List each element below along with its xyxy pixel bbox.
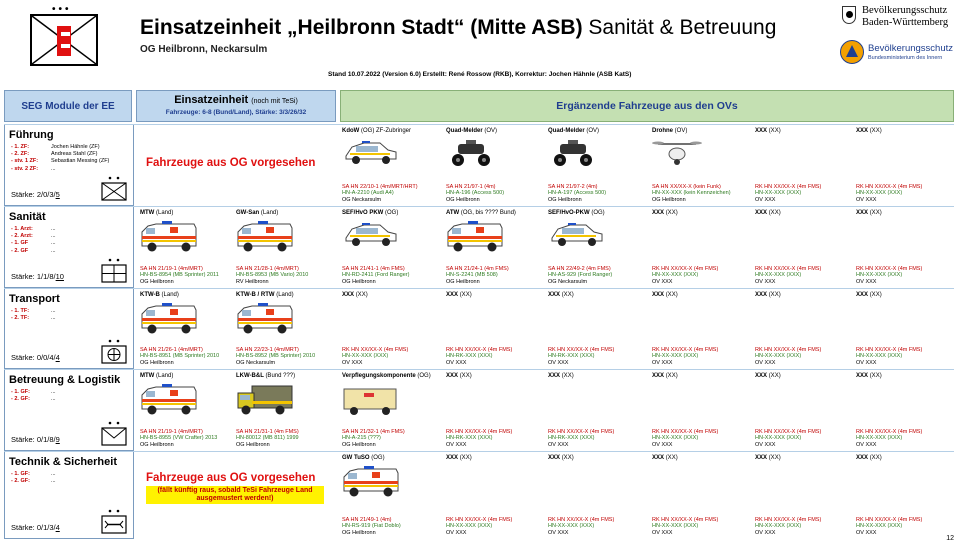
license-plate: HN-XX-XXX (XXX) [652,353,699,359]
station: OG Heilbronn [446,196,480,203]
radio-call-sign: RK HN XX/XX-X (4m FMS) [856,346,923,353]
module-row-sanitaet [4,206,954,288]
license-plate: HN-S-2241 (MB 508) [446,272,498,278]
radio-call-sign: SA HN XX/XX-X (kein Funk) [652,183,721,190]
radio-call-sign: RK HN XX/XX-X (4m FMS) [755,265,822,272]
license-plate: HN-BS-8953 (MB Vario) 2010 [236,272,309,278]
license-plate: HN-RK-XXX (XXX) [548,353,595,359]
bbk-logo: Bevölkerungsschutz Bundesministerium des Innern [840,40,958,70]
license-plate: HN-BS-8952 (MB Sprinter) 2010 [236,353,316,359]
station: OV XXX [755,529,776,536]
module-row-transport [4,288,954,369]
vehicle-pictogram-car [342,138,402,170]
ov-vehicle: XXX (XX) RK HN XX/XX-X (4m FMS) HN-XX-XXX (XXX) OV XXX [755,292,822,366]
module-roles: - 1. ZF: Jochen Hähnle (ZF) - 2. ZF: Andreas Stahl (ZF) - stv. 1 ZF: Sebastian Messing (ZF) - stv. 2 ZF: ... [11,144,110,172]
ov-vehicle: XXX (XX) RK HN XX/XX-X (4m FMS) HN-XX-XXX (XXX) OV XXX [856,455,923,536]
license-plate: HN-XX-XXX (XXX) [446,523,493,529]
vehicle-pictogram-van [140,383,200,415]
license-plate: HN-XX-XXX (XXX) [652,523,699,529]
ov-vehicle: XXX (XX) RK HN XX/XX-X (4m FMS) HN-XX-XXX (XXX) OV XXX [755,128,822,203]
module-name: Transport [9,293,60,305]
radio-call-sign: RK HN XX/XX-X (4m FMS) [652,428,719,435]
sanitaet-tactical-symbol-icon [101,257,127,283]
radio-call-sign: RK HN XX/XX-X (4m FMS) [652,346,719,353]
station: OG Neckarsulm [236,359,276,366]
module-cell [4,125,134,206]
license-plate: HN-XX-XXX (XXX) [755,272,802,278]
radio-call-sign: SA HN 22/23-1 (4m/MRT) [236,346,299,353]
station: RV Heilbronn [236,278,269,285]
column-header-ov: Ergänzende Fahrzeuge aus den OVs [340,90,954,122]
ov-vehicle: Quad-Melder (OV) SA HN 21/97-2 (4m) HN-A-197 (Access 500) OG Heilbronn [548,128,607,203]
ov-vehicle: XXX (XX) RK HN XX/XX-X (4m FMS) HN-RK-XXX (XXX) OV XXX [548,292,615,366]
betreuung-tactical-symbol-icon [101,420,127,446]
module-cell [4,289,134,369]
ov-vehicle: GW TuSO (OG) SA HN 21/49-1 (4m) HN-RS-919 (Fiat Doblo) OG Heilbronn [342,455,401,536]
module-name: Führung [9,129,54,141]
license-plate: HN-RD-2411 (Ford Ranger) [342,272,410,278]
station: OG Heilbronn [342,529,376,536]
vehicle-pictogram-drone [652,138,712,170]
page-subtitle: OG Heilbronn, Neckarsulm [140,44,268,55]
ov-vehicle: XXX (XX) RK HN XX/XX-X (4m FMS) HN-XX-XXX (XXX) OV XXX [856,128,923,203]
module-roles: - 1. GF: ... - 2. GF: ... [11,389,56,403]
ov-vehicle: XXX (XX) RK HN XX/XX-X (4m FMS) HN-XX-XXX (XXX) OV XXX [856,292,923,366]
ov-vehicle: SEF/HvO PKW (OG) SA HN 21/41-1 (4m FMS) HN-RD-2411 (Ford Ranger) OG Heilbronn [342,210,410,285]
radio-call-sign: RK HN XX/XX-X (4m FMS) [548,346,615,353]
radio-call-sign: RK HN XX/XX-X (4m FMS) [755,428,822,435]
ov-vehicle: XXX (XX) RK HN XX/XX-X (4m FMS) HN-XX-XXX (XXX) OV XXX [652,292,719,366]
version-note: Stand 10.07.2022 (Version 6.0) Erstellt: René Rossow (RKB), Korrektur: Jochen Hähnle (ASB KatS) [328,71,632,78]
radio-call-sign: SA HN 21/26-1 (4m/MRT) [140,346,203,353]
ov-vehicle: XXX (XX) RK HN XX/XX-X (4m FMS) HN-XX-XXX (XXX) OV XXX [548,455,615,536]
license-plate: HN-XX-XXX (XXX) [856,435,903,441]
license-plate: HN-XX-XXX (XXX) [755,190,802,196]
license-plate: HN-A-197 (Access 500) [548,190,607,196]
ov-vehicle: Verpflegungskomponente (OG) SA HN 21/32-1 (4m FMS) HN-A-215 (???) OG Heilbronn [342,373,431,448]
license-plate: HN-XX-XXX (XXX) [342,353,389,359]
station: OV XXX [755,196,776,203]
radio-call-sign: RK HN XX/XX-X (4m FMS) [446,516,513,523]
column-header-ee: Einsatzeinheit (noch mit TeSi) Fahrzeuge: 6-8 (Bund/Land), Stärke: 3/3/26/32 [136,90,336,122]
vehicle-pictogram-quad [548,138,608,170]
vehicle-pictogram-car [342,220,402,252]
station: OV XXX [652,359,673,366]
radio-call-sign: SA HN 22/10-1 (4m/MRT/HRT) [342,183,418,190]
vehicle-pictogram-car [548,220,608,252]
ee-vehicle: MTW (Land) SA HN 21/19-1 (4m/MRT) HN-BS-8955 (VW Crafter) 2013 OG Heilbronn [140,373,218,448]
radio-call-sign: RK HN XX/XX-X (4m FMS) [856,428,923,435]
ov-vehicle: XXX (XX) RK HN XX/XX-X (4m FMS) HN-RK-XXX (XXX) OV XXX [548,373,615,448]
station: OG Neckarsulm [342,196,382,203]
page-number: 12 [946,535,954,542]
ee-placeholder-text: Fahrzeuge aus OG vorgesehen [146,157,316,169]
radio-call-sign: SA HN 21/19-1 (4m/MRT) [140,428,203,435]
station: OV XXX [548,441,569,448]
crest-icon [842,6,856,24]
radio-call-sign: SA HN 21/97-2 (4m) [548,183,598,190]
radio-call-sign: RK HN XX/XX-X (4m FMS) [755,516,822,523]
license-plate: HN-A-196 (Access 500) [446,190,505,196]
station: OG Neckarsulm [548,278,588,285]
license-plate: HN-A-2210 (Audi A4) [342,190,394,196]
module-cell [4,452,134,539]
ov-vehicle: KdoW (OG) ZF-Zubringer SA HN 22/10-1 (4m/MRT/HRT) HN-A-2210 (Audi A4) OG Neckarsulm [342,128,418,203]
station: OV XXX [755,359,776,366]
radio-call-sign: RK HN XX/XX-X (4m FMS) [652,516,719,523]
station: OV XXX [856,359,877,366]
station: OV XXX [548,359,569,366]
license-plate: HN-RK-XXX (XXX) [548,435,595,441]
module-cell [4,207,134,288]
license-plate: HN-BS-8951 (MB Sprinter) 2010 [140,353,220,359]
ov-vehicle: XXX (XX) RK HN XX/XX-X (4m FMS) HN-XX-XXX (XXX) OV XXX [755,373,822,448]
radio-call-sign: RK HN XX/XX-X (4m FMS) [446,346,513,353]
module-roles: - 1. Arzt: ... - 2. Arzt: ... - 1. GF ... - 2. GF ... [11,226,56,254]
license-plate: HN-RS-919 (Fiat Doblo) [342,523,401,529]
radio-call-sign: RK HN XX/XX-X (4m FMS) [548,516,615,523]
radio-call-sign: RK HN XX/XX-X (4m FMS) [548,428,615,435]
ov-vehicle: XXX (XX) RK HN XX/XX-X (4m FMS) HN-XX-XXX (XXX) OV XXX [755,210,822,285]
ee-vehicle: GW-San (Land) SA HN 21/28-1 (4m/MRT) HN-BS-8953 (MB Vario) 2010 RV Heilbronn [236,210,309,285]
license-plate: HN-XX-XXX (XXX) [856,190,903,196]
station: OV XXX [446,441,467,448]
license-plate: HN-XX-XXX (XXX) [755,523,802,529]
module-row-fuehrung [4,124,954,206]
radio-call-sign: RK HN XX/XX-X (4m FMS) [446,428,513,435]
module-name: Sanität [9,211,46,223]
ov-vehicle: XXX (XX) RK HN XX/XX-X (4m FMS) HN-XX-XXX (XXX) OV XXX [755,455,822,536]
ov-vehicle: ATW (OG, bis ???? Bund) SA HN 21/24-1 (4m FMS) HN-S-2241 (MB 508) OG Heilbronn [446,210,516,285]
module-cell [4,370,134,451]
logo-dots: ••• [52,4,72,15]
license-plate: HN-BS-8954 (MB Sprinter) 2011 [140,272,219,278]
module-row-betreuung [4,369,954,451]
station: OG Heilbronn [342,278,376,285]
vehicle-pictogram-van [446,220,506,252]
license-plate: HN-XX-XXX (XXX) [755,353,802,359]
ov-vehicle: Drohne (OV) SA HN XX/XX-X (kein Funk) HN-XX-XXX (kein Kennzeichen) OG Heilbronn [652,128,731,203]
station: OV XXX [856,196,877,203]
fuehrung-tactical-symbol-icon [101,175,127,201]
civil-protection-triangle-icon [840,40,864,64]
radio-call-sign: RK HN XX/XX-X (4m FMS) [755,183,822,190]
radio-call-sign: SA HN 21/24-1 (4m FMS) [446,265,509,272]
ov-vehicle: XXX (XX) RK HN XX/XX-X (4m FMS) HN-RK-XXX (XXX) OV XXX [446,373,513,448]
station: OV XXX [755,441,776,448]
license-plate: HN-RK-XXX (XXX) [446,435,493,441]
ov-vehicle: XXX (XX) RK HN XX/XX-X (4m FMS) HN-XX-XXX (XXX) OV XXX [446,455,513,536]
station: OG Heilbronn [342,441,376,448]
station: OV XXX [446,359,467,366]
technik-tactical-symbol-icon [101,508,127,534]
vehicle-pictogram-box [342,383,402,415]
ov-vehicle: XXX (XX) RK HN XX/XX-X (4m FMS) HN-XX-XXX (XXX) OV XXX [652,210,719,285]
ov-vehicle: Quad-Melder (OV) SA HN 21/97-1 (4m) HN-A-196 (Access 500) OG Heilbronn [446,128,505,203]
vehicle-pictogram-quad [446,138,506,170]
tactical-unit-logo [30,14,98,66]
station: OV XXX [446,529,467,536]
radio-call-sign: SA HN 21/28-1 (4m/MRT) [236,265,299,272]
station: OG Heilbronn [140,359,174,366]
module-name: Technik & Sicherheit [9,456,117,468]
ee-warning-note: (fällt künftig raus, sobald TeSi Fahrzeuge Land ausgemustert werden!) [146,486,324,504]
module-strength: Stärke: 1/1/8/10 [11,272,64,281]
station: OG Heilbronn [446,278,480,285]
station: OG Heilbronn [652,196,686,203]
station: OV XXX [652,278,673,285]
ov-vehicle: XXX (XX) RK HN XX/XX-X (4m FMS) HN-XX-XXX (XXX) OV XXX [652,455,719,536]
vehicle-pictogram-van [140,220,200,252]
module-strength: Stärke: 0/1/3/4 [11,523,60,532]
license-plate: HN-RK-XXX (XXX) [446,353,493,359]
license-plate: HN-AS-929 (Ford Ranger) [548,272,613,278]
license-plate: HN-XX-XXX (XXX) [755,435,802,441]
vehicle-pictogram-van [236,302,296,334]
radio-call-sign: SA HN 21/19-1 (4m/MRT) [140,265,203,272]
license-plate: HN-XX-XXX (XXX) [856,272,903,278]
license-plate: HN-XX-XXX (XXX) [652,435,699,441]
station: OV XXX [755,278,776,285]
radio-call-sign: RK HN XX/XX-X (4m FMS) [755,346,822,353]
ee-vehicle: KTW-B / RTW (Land) SA HN 22/23-1 (4m/MRT) HN-BS-8952 (MB Sprinter) 2010 OG Neckarsulm [236,292,316,366]
ov-vehicle: XXX (XX) RK HN XX/XX-X (4m FMS) HN-XX-XXX (XXX) OV XXX [856,373,923,448]
radio-call-sign: SA HN 21/31-1 (4m FMS) [236,428,299,435]
transport-tactical-symbol-icon [101,338,127,364]
module-roles: - 1. TF: ... - 2. TF: ... [11,308,56,322]
ov-vehicle: XXX (XX) RK HN XX/XX-X (4m FMS) HN-RK-XXX (XXX) OV XXX [446,292,513,366]
radio-call-sign: SA HN 21/41-1 (4m FMS) [342,265,405,272]
license-plate: HN-XX-XXX (XXX) [548,523,595,529]
ee-vehicle: LKW-B&L (Bund ???) SA HN 21/31-1 (4m FMS) HN-80012 (MB 811) 1999 OG Heilbronn [236,373,299,448]
radio-call-sign: RK HN XX/XX-X (4m FMS) [856,183,923,190]
radio-call-sign: SA HN 22/49-2 (4m FMS) [548,265,611,272]
station: OV XXX [856,529,877,536]
station: OG Heilbronn [140,278,174,285]
station: OV XXX [652,441,673,448]
station: OG Heilbronn [236,441,270,448]
module-name: Betreuung & Logistik [9,374,121,386]
vehicle-pictogram-truck [236,383,296,415]
license-plate: HN-80012 (MB 811) 1999 [236,435,299,441]
ee-vehicle: MTW (Land) SA HN 21/19-1 (4m/MRT) HN-BS-8954 (MB Sprinter) 2011 OG Heilbronn [140,210,219,285]
module-row-technik [4,451,954,539]
ov-vehicle: XXX (XX) RK HN XX/XX-X (4m FMS) HN-XX-XXX (XXX) OV XXX [856,210,923,285]
ov-vehicle: XXX (XX) RK HN XX/XX-X (4m FMS) HN-XX-XXX (XXX) OV XXX [652,373,719,448]
station: OV XXX [856,441,877,448]
radio-call-sign: RK HN XX/XX-X (4m FMS) [856,265,923,272]
bw-civil-protection-logo: Bevölkerungsschutz Baden-Württemberg [842,4,957,34]
module-strength: Stärke: 0/1/8/9 [11,435,60,444]
module-strength: Stärke: 2/0/3/5 [11,190,60,199]
radio-call-sign: RK HN XX/XX-X (4m FMS) [856,516,923,523]
page-title: Einsatzeinheit „Heilbronn Stadt“ (Mitte ASB) Sanität & Betreuung [140,16,777,39]
license-plate: HN-BS-8955 (VW Crafter) 2013 [140,435,218,441]
vehicle-pictogram-van [236,220,296,252]
ee-vehicle: KTW-B (Land) SA HN 21/26-1 (4m/MRT) HN-BS-8951 (MB Sprinter) 2010 OG Heilbronn [140,292,220,366]
license-plate: HN-XX-XXX (XXX) [856,353,903,359]
ov-vehicle: XXX (XX) RK HN XX/XX-X (4m FMS) HN-XX-XXX (XXX) OV XXX [342,292,409,366]
radio-call-sign: RK HN XX/XX-X (4m FMS) [342,346,409,353]
license-plate: HN-XX-XXX (XXX) [652,272,699,278]
vehicle-pictogram-van [140,302,200,334]
ov-vehicle: SEF/HvO-PKW (OG) SA HN 22/49-2 (4m FMS) HN-AS-929 (Ford Ranger) OG Neckarsulm [548,210,613,285]
radio-call-sign: SA HN 21/32-1 (4m FMS) [342,428,405,435]
module-roles: - 1. GF: ... - 2. GF: ... [11,471,56,485]
station: OV XXX [342,359,363,366]
station: OV XXX [548,529,569,536]
vehicle-pictogram-van [342,465,402,497]
station: OV XXX [652,529,673,536]
radio-call-sign: SA HN 21/49-1 (4m) [342,516,392,523]
column-header-modules: SEG Module der EE [4,90,132,122]
license-plate: HN-XX-XXX (kein Kennzeichen) [652,190,731,196]
station: OG Heilbronn [548,196,582,203]
license-plate: HN-XX-XXX (XXX) [856,523,903,529]
radio-call-sign: SA HN 21/97-1 (4m) [446,183,496,190]
radio-call-sign: RK HN XX/XX-X (4m FMS) [652,265,719,272]
ee-placeholder-text: Fahrzeuge aus OG vorgesehen [146,472,316,484]
license-plate: HN-A-215 (???) [342,435,381,441]
station: OV XXX [856,278,877,285]
station: OG Heilbronn [140,441,174,448]
module-strength: Stärke: 0/0/4/4 [11,353,60,362]
